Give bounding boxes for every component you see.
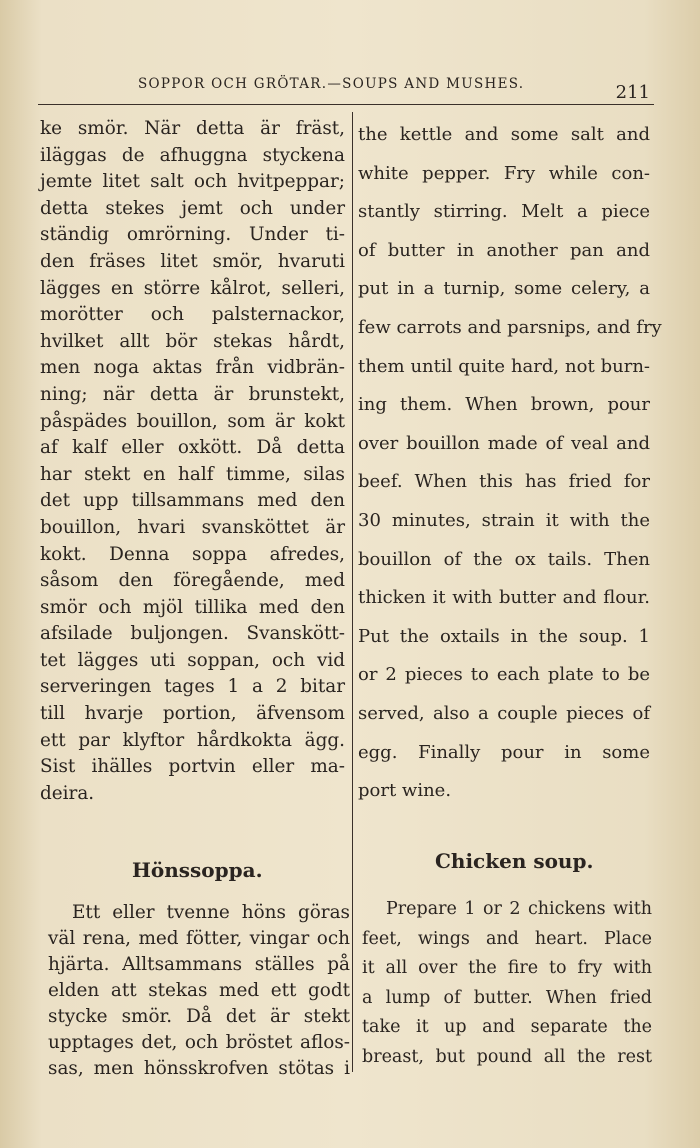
text-line: feet, wings and heart. Place xyxy=(362,928,652,949)
text-line: put in a turnip, some celery, a xyxy=(358,278,650,300)
header-rule xyxy=(38,104,654,105)
text-line: ing them. When brown, pour xyxy=(358,394,650,416)
running-head xyxy=(0,72,700,102)
text-line: serveringen tages 1 a 2 bitar xyxy=(40,676,345,698)
text-line: egg. Finally pour in some xyxy=(358,741,650,763)
text-line: thicken it with butter and flour. xyxy=(358,587,650,609)
text-line: take it up and separate the xyxy=(362,1017,652,1038)
text-line: stycke smör. Då det är stekt xyxy=(48,1006,350,1027)
honssoppa-text xyxy=(48,900,350,1082)
text-line: hvilket allt bör stekas hårdt, xyxy=(40,330,345,352)
text-line: Put the oxtails in the soup. 1 xyxy=(358,625,650,647)
text-line: ständig omrörning. Under ti- xyxy=(40,224,345,246)
text-line: upptages det, och bröstet aflos- xyxy=(48,1032,350,1053)
text-line: detta stekes jemt och under xyxy=(40,197,345,219)
section-heading-chicken-soup: Chicken soup. xyxy=(435,849,594,873)
text-line: har stekt en half timme, silas xyxy=(40,463,345,485)
right-column-english xyxy=(358,116,662,811)
text-line: them until quite hard, not burn- xyxy=(358,355,650,377)
text-line: till hvarje portion, äfvensom xyxy=(40,703,345,725)
chicken-soup-text xyxy=(362,895,652,1073)
text-line: breast, but pound all the rest xyxy=(362,1046,652,1067)
text-line: den fräses litet smör, hvaruti xyxy=(40,250,345,272)
text-line: afsilade buljongen. Svanskött- xyxy=(40,623,345,645)
text-line: over bouillon made of veal and xyxy=(358,432,650,454)
running-title: SOPPOR OCH GRÖTAR.—SOUPS AND MUSHES. xyxy=(138,76,525,92)
text-line: af kalf eller oxkött. Då detta xyxy=(40,437,345,459)
text-line: väl rena, med fötter, vingar och xyxy=(48,928,350,949)
text-line: påspädes bouillon, som är kokt xyxy=(40,410,345,432)
text-line: deira. xyxy=(40,782,95,804)
text-line: a lump of butter. When fried xyxy=(362,987,652,1008)
text-line: or 2 pieces to each plate to be xyxy=(358,664,650,686)
text-line: Prepare 1 or 2 chickens with xyxy=(386,899,652,919)
text-line: smör och mjöl tillika med den xyxy=(40,596,345,618)
text-line: few carrots and parsnips, and fry xyxy=(358,316,662,338)
text-line: white pepper. Fry while con- xyxy=(358,162,650,184)
text-line: of butter in another pan and xyxy=(358,239,650,261)
column-divider xyxy=(352,112,353,1072)
text-line: sas, men hönsskrofven stötas i xyxy=(48,1058,350,1079)
left-column-swedish xyxy=(40,116,345,807)
text-line: hjärta. Alltsammans ställes på xyxy=(48,954,350,975)
text-line: iläggas de afhuggna styckena xyxy=(40,144,345,166)
text-line: ning; när detta är brunstekt, xyxy=(40,383,345,405)
text-line: beef. When this has fried for xyxy=(358,471,650,493)
text-line: kokt. Denna soppa afredes, xyxy=(40,543,345,565)
text-line: it all over the fire to fry with xyxy=(362,958,652,979)
text-line: elden att stekas med ett godt xyxy=(48,980,350,1001)
text-line: det upp tillsammans med den xyxy=(40,490,345,512)
text-line: Ett eller tvenne höns göras xyxy=(72,902,350,923)
text-line: port wine. xyxy=(358,780,452,802)
text-line: stantly stirring. Melt a piece xyxy=(358,201,650,223)
text-line: 30 minutes, strain it with the xyxy=(358,509,650,531)
text-line: bouillon of the ox tails. Then xyxy=(358,548,650,570)
text-line: lägges en större kålrot, selleri, xyxy=(40,277,345,299)
text-line: ett par klyftor hårdkokta ägg. xyxy=(40,729,345,751)
text-line: morötter och palsternackor, xyxy=(40,304,345,326)
text-line: served, also a couple pieces of xyxy=(358,702,650,724)
page-number: 211 xyxy=(615,82,650,103)
section-heading-honssoppa: Hönssoppa. xyxy=(132,858,263,882)
text-line: men noga aktas från vidbrän- xyxy=(40,357,345,379)
text-line: tet lägges uti soppan, och vid xyxy=(40,649,345,671)
text-line: ke smör. När detta är fräst, xyxy=(40,118,345,139)
text-line: bouillon, hvari svansköttet är xyxy=(40,516,345,538)
text-line: jemte litet salt och hvitpeppar; xyxy=(40,171,345,193)
text-line: Sist ihälles portvin eller ma- xyxy=(40,756,345,778)
text-line: the kettle and some salt and xyxy=(358,124,650,145)
text-line: såsom den föregående, med xyxy=(40,570,345,592)
